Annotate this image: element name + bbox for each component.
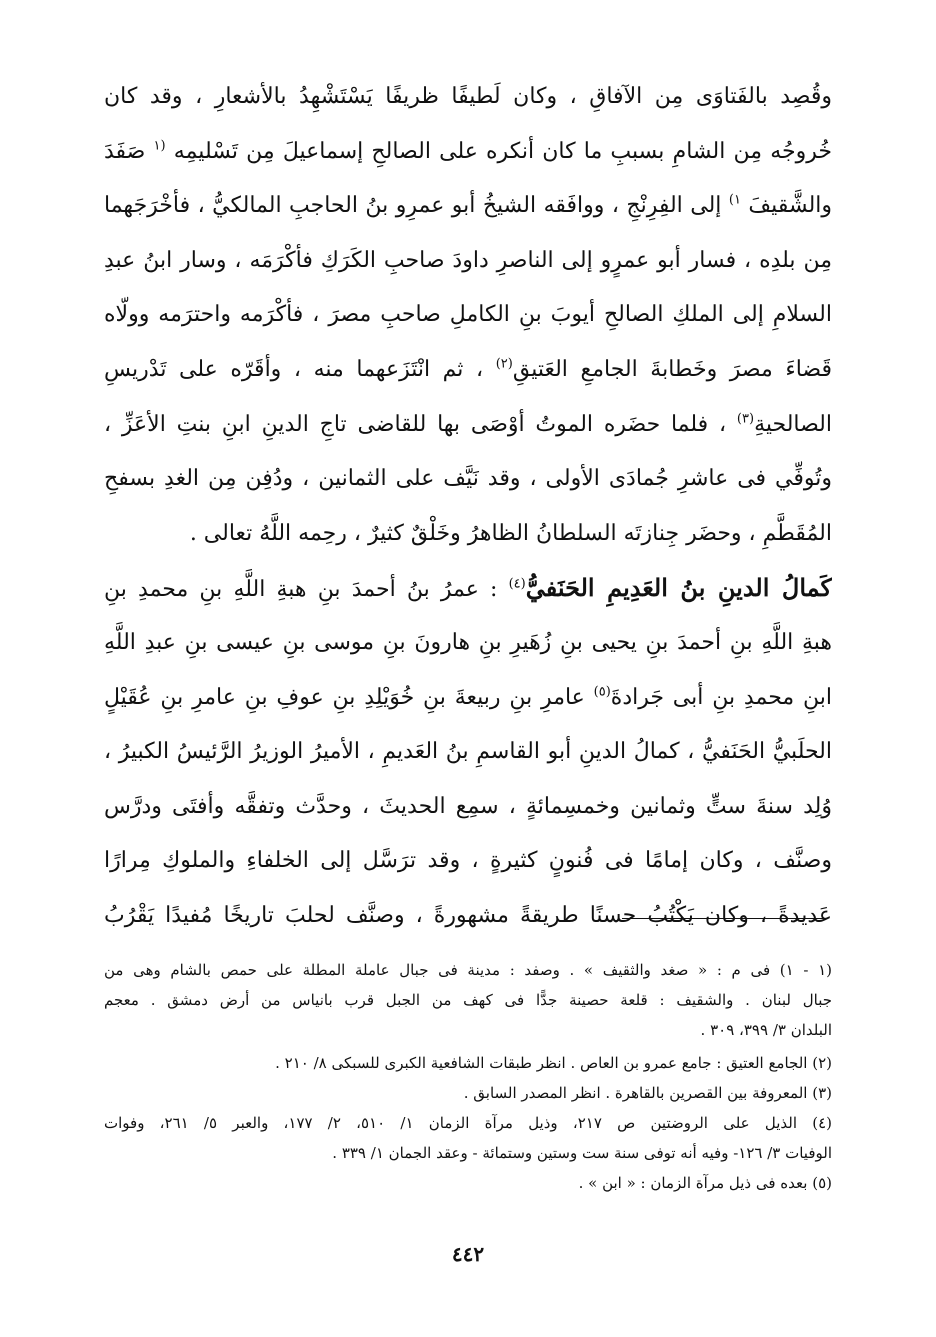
footnote-line: جبال لبنان . والشقيف : قلعة حصينة جدًّا فى كهف من الجبل قرب بانياس من أرض دمشق . معجم (104, 991, 832, 1009)
text-segment: صَفَدَ (104, 138, 146, 164)
footnote-line: (٤) الذيل على الروضتين ص ٢١٧، وذيل مرآة الزمان ١/ ٥١٠، ٢/ ١٧٧، والعبر ٥/ ٢٦١، وفوات (104, 1114, 832, 1132)
main-text (104, 70, 832, 944)
text-line (104, 398, 832, 453)
text-line (104, 179, 832, 234)
text-line: عَديدةً ، وكان يَكْتُبُ حسنًا طريقةً مشهورةً ، وصنَّف لحلبَ تاريخًا مُفيدًا يَقْرُبُ (104, 902, 832, 928)
text-segment: ابنِ محمدِ بنِ أبى جَرادةَ (610, 684, 832, 710)
footnote-ref: (١ (153, 138, 166, 154)
footnote-line: (٢) الجامع العتيق : جامع عمرو بن العاص . انظر طبقات الشافعية الكبرى للسبكى ٨/ ٢١٠ . (275, 1054, 832, 1072)
footnotes (104, 955, 832, 1198)
footnote-line: (٥) بعده فى ذيل مرآة الزمان : « ابن » . (578, 1174, 832, 1192)
footnote-ref: ١) (728, 192, 741, 208)
text-segment: قَضاءَ مصرَ وخَطابةَ الجامعِ العَتيقِ (512, 356, 832, 382)
text-line: هبةِ اللَّهِ بنِ أحمدَ بنِ يحيى بنِ زُهَيرِ بنِ هارونَ بنِ موسى بنِ عيسى بنِ عبدِ اللَّهِ (104, 629, 832, 655)
text-segment: والشَّقيفَ (748, 193, 832, 219)
text-segment: الصالحيةِ (754, 411, 832, 437)
footnote-ref: (٢) (495, 356, 513, 372)
page-number: ٤٤٢ (451, 1242, 485, 1266)
entry-heading-line (104, 561, 832, 616)
footnote-line: الوفيات ٣/ ١٢٦- وفيه أنه توفى سنة ست وستين وستمائة - وعقد الجمان ١/ ٣٣٩ . (332, 1144, 832, 1162)
footnote-line: (٣) المعروفة بين القصرين بالقاهرة . انظر المصدر السابق . (463, 1084, 832, 1102)
text-line (104, 671, 832, 726)
entry-name: كَمالُ الدينِ بنُ العَدِيمِ الحَنَفيُّ (525, 573, 832, 603)
footnote-ref: (٤) (508, 577, 526, 593)
text-segment: إلى الفِرِنْجِ ، ووافَقه الشيخُ أبو عمرِو بنُ الحاجبِ المالكيُّ ، فأخْرَجَهما (104, 193, 722, 219)
footnote-ref: (٣) (736, 411, 755, 427)
text-segment: : عمرُ بنُ أحمدَ بنِ هبةِ اللَّهِ بنِ محمدِ بنِ (104, 577, 498, 603)
text-line: السلامِ إلى الملكِ الصالحِ أيوبَ بنِ الكاملِ صاحبِ مصرَ ، فأكْرَمه واحترَمه وولّاه (104, 302, 832, 328)
text-line: وُلِد سنةَ ستٍّ وثمانين وخمسِمائةٍ ، سمِع الحديثَ ، وحدَّث وتفقَّه وأفتَى ودرَّس (104, 793, 832, 819)
text-line (104, 343, 832, 398)
footnote-divider (622, 918, 827, 919)
text-line: المُقَطَّمِ ، وحضَر جِنازتَه السلطانُ الظاهرُ وخَلْقٌ كثيرٌ ، رحِمه اللَّهُ تعالى . (189, 520, 832, 546)
text-line: وقُصِد بالفَتاوَى مِن الآفاقِ ، وكان لَطيفًا ظريفًا يَسْتَشْهِدُ بالأشعارِ ، وقد كان (104, 84, 832, 109)
text-segment: ، ثم انْتَزَعهما منه ، وأقَرّه على تَدْريسِ (104, 356, 484, 382)
text-segment: خُروجُه مِن الشامِ بسببِ ما كان أنكره على الصالحِ إسماعيلَ مِن تَسْليمِه (173, 138, 832, 164)
text-line: وتُوفِّي فى عاشرِ جُمادَى الأولى ، وقد نَيَّف على الثمانين ، ودُفِن مِن الغدِ بسفحِ (104, 466, 832, 492)
text-segment: عامرِ بنِ ربيعةَ بنِ خُوَيْلِدِ بنِ عوفِ بنِ عامرِ بنِ عُقَيْلٍ (104, 684, 585, 710)
text-segment: ، فلما حضَره الموتُ أوْصَى بها للقاضى تاجِ الدينِ ابنِ بنتِ الأعَزِّ ، (104, 411, 727, 437)
text-line: وصنَّف ، وكان إمامًا فى فُنونٍ كثيرةٍ ، وقد ترَسَّل إلى الخلفاءِ والملوكِ مِرارًا (104, 848, 832, 874)
text-line: الحلَبيُّ الحَنَفيُّ ، كمالُ الدينِ أبو القاسمِ بنُ العَديمِ ، الأميرُ الوزيرُ الرَّئيسُ الكبيرُ ، (104, 739, 832, 765)
footnote-ref: (٥) (593, 684, 611, 700)
text-line (104, 125, 832, 180)
text-line: مِن بلدِه ، فسار أبو عمرٍو إلى الناصرِ داودَ صاحبِ الكَرَكِ فأكْرَمَه ، وسار ابنُ عبدِ (104, 247, 832, 273)
footnote-line: (١ - ١) فى م : « صغد والثقيف » . وصفد : مدينة فى جبال عاملة المطلة على حمص بالشام وهى من (104, 961, 832, 979)
footnote-line: البلدان ٣/ ٣٩٩، ٣٠٩ . (700, 1021, 832, 1039)
